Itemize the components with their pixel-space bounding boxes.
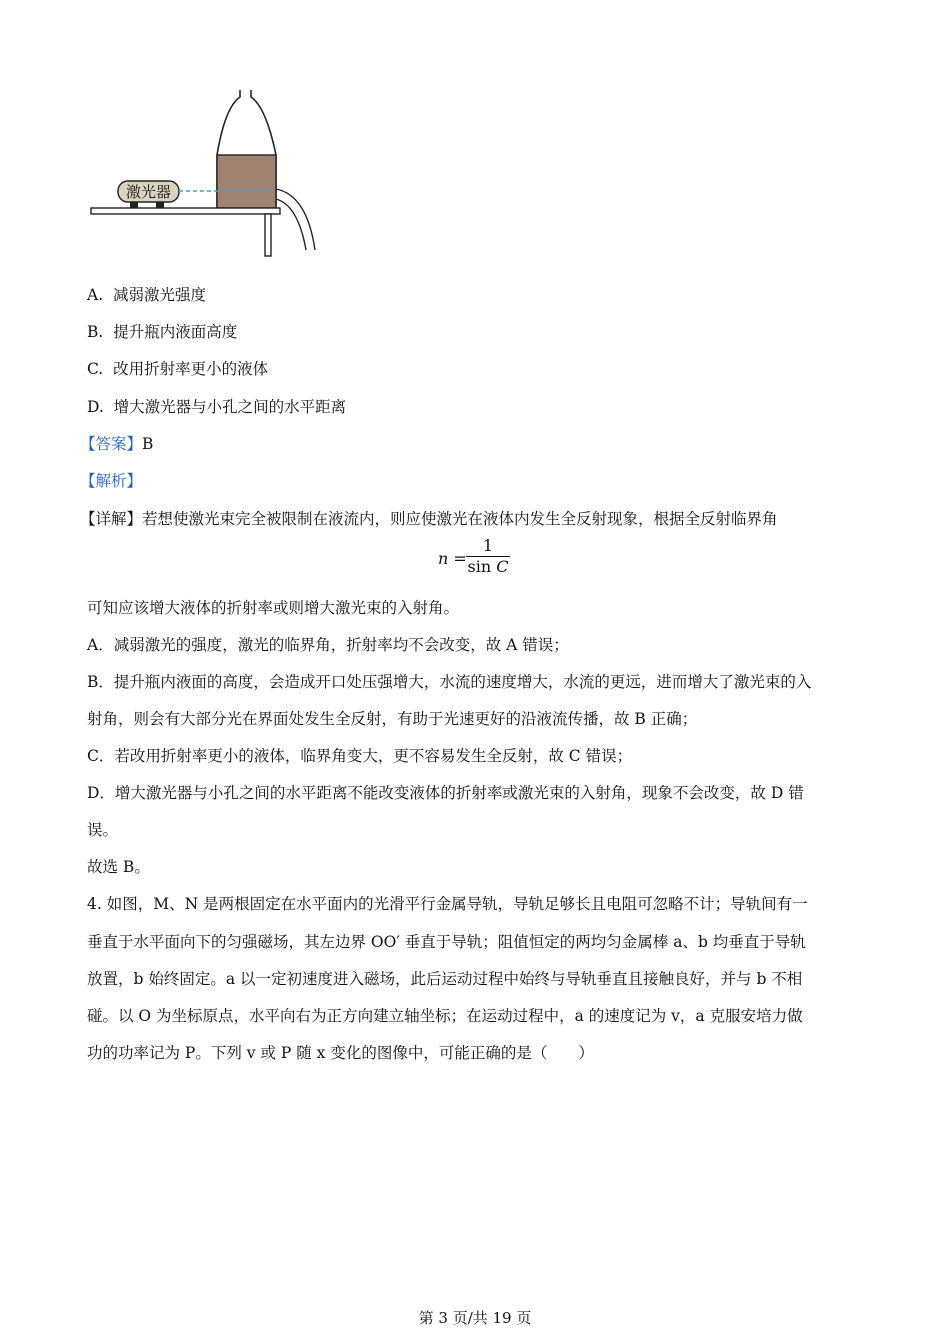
answer-line [80,432,153,454]
formula-sin: sin [467,557,492,576]
option-d-letter: D. [87,398,104,416]
formula-lhs [438,549,467,568]
liquid-stream [276,189,315,250]
question4-line5: 功的功率记为 P。下列 v 或 P 随 x 变化的图像中，可能正确的是（ ） [87,1044,594,1062]
shelf-leg [265,214,271,256]
formula-denominator [466,558,510,576]
detail-text: 若想使激光束完全被限制在液流内，则应使激光在液体内发生全反射现象，根据全反射临界角 [142,510,778,528]
shelf [91,208,280,214]
formula-fraction [466,537,510,576]
option-d-text: 增大激光器与小孔之间的水平距离 [113,398,347,416]
question4-line3: 放置，b 始终固定。a 以一定初速度进入磁场，此后运动过程中始终与导轨垂直且接触良好，并与 b 不相 [87,970,803,988]
option-a-letter: A. [87,286,104,304]
option-c-text: 改用折射率更小的液体 [113,360,269,378]
answer-label: 【答案】 [80,435,143,453]
bottle-neck [217,90,276,155]
option-d [87,395,346,417]
detail-label: 【详解】 [80,510,143,528]
explanation-intro: 可知应该增大液体的折射率或则增大激光束的入射角。 [87,599,460,617]
formula-n: n [438,549,449,568]
option-c [87,357,268,379]
answer-value: B [142,435,154,453]
option-a [87,283,206,305]
explanation-c: C．若改用折射率更小的液体，临界角变大，更不容易发生全反射，故 C 错误； [87,747,633,765]
laser-label: 激光器 [125,183,172,201]
formula-equals: = [453,549,467,568]
liquid [217,155,276,208]
explanation-a: A．减弱激光的强度，激光的临界角，折射率均不会改变，故 A 错误； [87,636,569,654]
laser-foot-left [130,202,138,208]
formula-c: C [496,557,509,576]
explanation-b-line2: 射角，则会有大部分光在界面处发生全反射，有助于光速更好的沿液流传播，故 B 正确； [87,710,698,728]
option-b-letter: B. [87,323,104,341]
laser-bottle-diagram [85,85,345,260]
analysis-label: 【解析】 [80,472,143,490]
formula-numerator: 1 [482,536,494,555]
question4-line4: 碰。以 O 为坐标原点，水平向右为正方向建立轴坐标；在运动过程中，a 的速度记为 v，a 克服安培力做 [87,1007,803,1025]
option-b-text: 提升瓶内液面高度 [113,323,238,341]
option-a-text: 减弱激光强度 [112,286,206,304]
explanation-conclusion: 故选 B。 [87,858,150,876]
question4-line2: 垂直于水平面向下的匀强磁场，其左边界 OO′ 垂直于导轨；阻值恒定的两均匀金属棒 a、b 均垂直于导轨 [87,933,806,951]
detail-line [80,507,778,529]
laser-foot-right [156,202,164,208]
explanation-b-line1: B．提升瓶内液面的高度，会造成开口处压强增大，水流的速度增大，水流的更远，进而增大了激光束的入 [87,673,812,691]
page-number: 第 3 页/共 19 页 [418,1309,532,1327]
option-c-letter: C. [87,360,104,378]
option-b [87,320,237,342]
explanation-d-line2: 误。 [87,821,119,839]
question4-line1: 4. 如图，M、N 是两根固定在水平面内的光滑平行金属导轨，导轨足够长且电阻可忽略不计；导轨间有一 [87,895,808,913]
explanation-d-line1: D．增大激光器与小孔之间的水平距离不能改变液体的折射率或激光束的入射角，现象不会改变，故 D 错 [87,784,804,802]
